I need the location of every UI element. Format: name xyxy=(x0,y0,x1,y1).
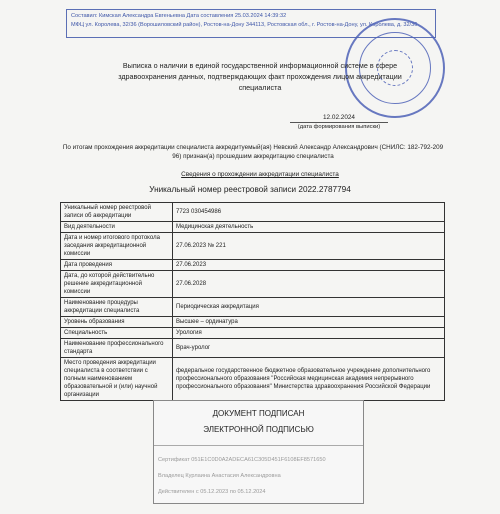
row-key: Наименование профессионального стандарта xyxy=(61,339,173,358)
section-caption: Сведения о прохождении аккредитации специалиста xyxy=(181,171,339,178)
accreditation-result-text: По итогам прохождения аккредитации специалиста аккредитуемый(ая) Невский Александр Александрович (СНИЛС: 182-792-209 96) признан(а) прошедшим аккредитацию специалиста xyxy=(62,144,444,160)
formed-date-caption: (дата формирования выписки) xyxy=(297,124,381,130)
table-row xyxy=(61,298,445,317)
row-key: Вид деятельности xyxy=(61,222,173,233)
row-value: Врач-уролог xyxy=(173,339,445,358)
esign-valid: Действителен с 05.12.2023 по 05.12.2024 xyxy=(158,489,266,495)
table-row xyxy=(61,222,445,233)
row-key: Уровень образования xyxy=(61,317,173,328)
row-key: Специальность xyxy=(61,328,173,339)
row-value: федеральное государственное бюджетное образовательное учреждение дополнительного профессионального образования "Российская медицинская академия непрерывного профессионального образования" Министерства здравоохранения Российской Федерации xyxy=(173,358,445,401)
row-value: Высшее – ординатура xyxy=(173,317,445,328)
accreditation-info-table xyxy=(60,202,445,401)
row-key: Дата и номер итогового протокола заседания аккредитационной комиссии xyxy=(61,233,173,260)
table-row xyxy=(61,260,445,271)
row-value: Урология xyxy=(173,328,445,339)
row-key: Место проведения аккредитации специалиста в соответствии с полным наименованием образовательной и (или) научной организации xyxy=(61,358,173,401)
stamp-line-1: Составил: Кимская Александра Евгеньевна Дата составления 25.03.2024 14:39:32 xyxy=(71,13,287,19)
table-row xyxy=(61,317,445,328)
row-key: Наименование процедуры аккредитации специалиста xyxy=(61,298,173,317)
table-row xyxy=(61,328,445,339)
row-value: Периодическая аккредитация xyxy=(173,298,445,317)
row-value: Медицинская деятельность xyxy=(173,222,445,233)
esign-owner: Владелец Курлаина Анастасия Александровна xyxy=(158,473,281,479)
esign-heading-1: ДОКУМЕНТ ПОДПИСАН xyxy=(212,409,305,418)
registry-number-title: Уникальный номер реестровой записи 2022.2787794 xyxy=(149,185,351,194)
row-key: Уникальный номер реестровой записи об аккредитации xyxy=(61,203,173,222)
table-row xyxy=(61,358,445,401)
row-value: 27.06.2023 xyxy=(173,260,445,271)
stamp-line-2: МФЦ ул. Королева, 32/36 (Ворошиловский район), Ростов-на-Дону 344113, Ростовская обл., г. Ростов-на-Дону, ул. Королева, д. 32/36 xyxy=(71,22,418,28)
row-key: Дата, до которой действительно решение аккредитационной комиссии xyxy=(61,271,173,298)
esign-certificate: Сертификат 051E1C0D0A2ADECA61C305D451F6108EF8571650 xyxy=(158,457,326,463)
formed-date-block xyxy=(290,114,388,130)
table-row xyxy=(61,203,445,222)
table-row xyxy=(61,339,445,358)
table-row xyxy=(61,233,445,260)
document-title: Выписка о наличии в единой государственной информационной системе в сфере здравоохранения данных, подтверждающих факт прохождения лицом аккредитации специалиста xyxy=(118,61,402,92)
formed-date: 12.02.2024 xyxy=(290,114,388,123)
esign-heading-2: ЭЛЕКТРОННОЙ ПОДПИСЬЮ xyxy=(203,425,314,434)
row-key: Дата проведения xyxy=(61,260,173,271)
row-value: 27.06.2023 № 221 xyxy=(173,233,445,260)
electronic-signature-block xyxy=(153,400,364,504)
row-value: 27.06.2028 xyxy=(173,271,445,298)
table-row xyxy=(61,271,445,298)
row-value: 7723 030454986 xyxy=(173,203,445,222)
